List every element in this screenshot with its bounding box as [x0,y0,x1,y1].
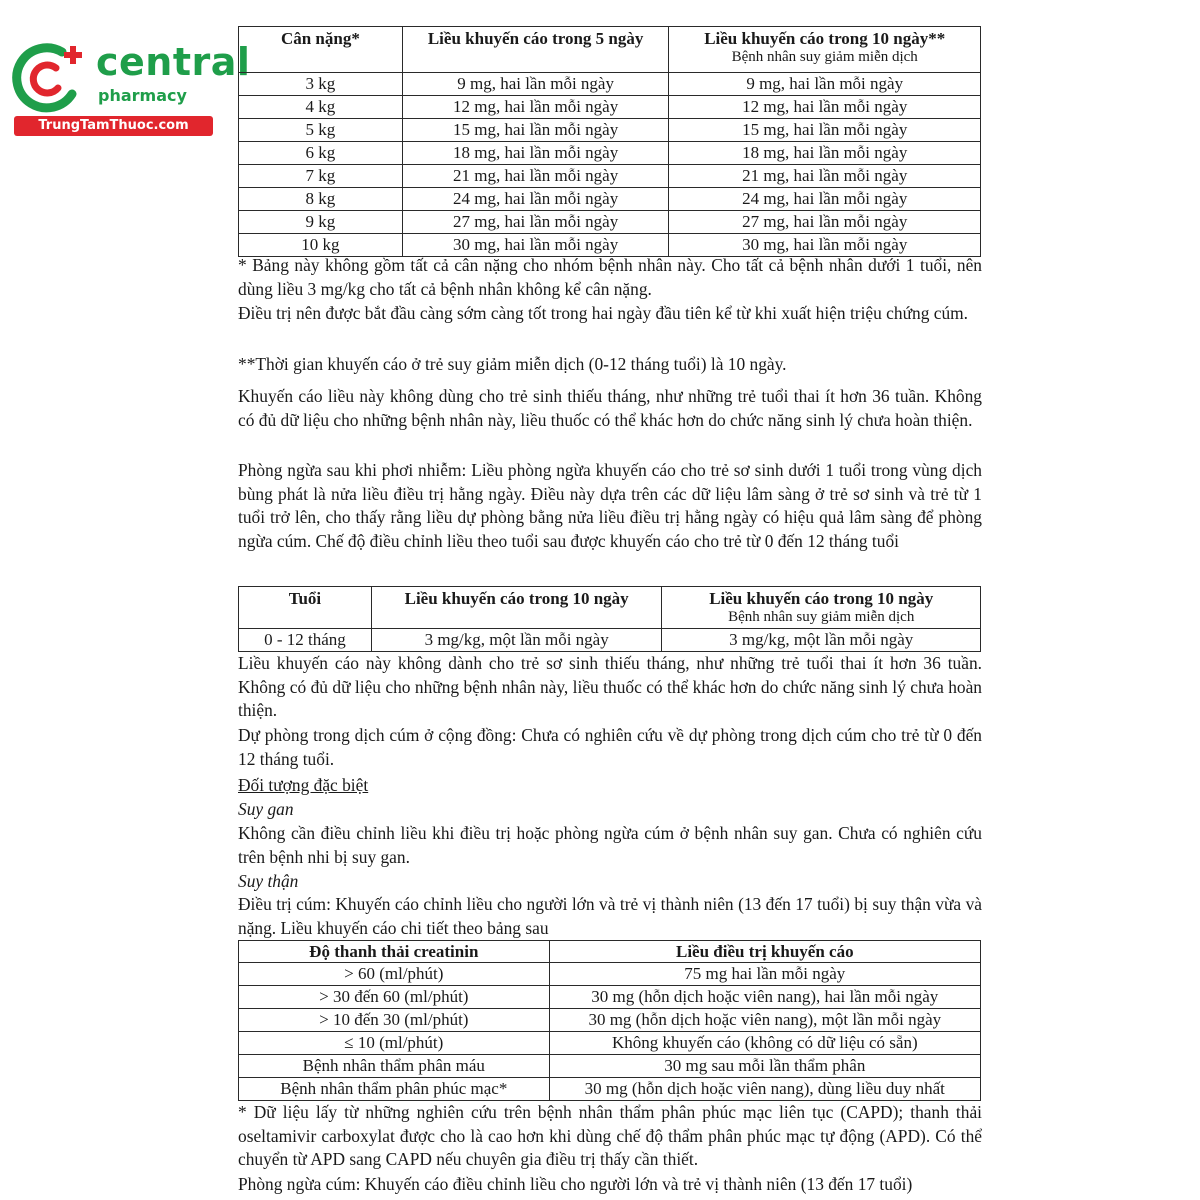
cell-dose-10-days: 30 mg, hai lần mỗi ngày [669,234,981,257]
table-row [239,1055,981,1078]
header-recommended-dose: Liều điều trị khuyến cáo [549,941,980,963]
cell-dose-5-days: 18 mg, hai lần mỗi ngày [402,142,669,165]
cell-clearance: > 10 đến 30 (ml/phút) [239,1009,550,1032]
cell-clearance: Bệnh nhân thẩm phân máu [239,1055,550,1078]
cell-clearance: > 30 đến 60 (ml/phút) [239,986,550,1009]
pharmacy-logo[interactable] [10,38,251,138]
weight-footnote: * Bảng này không gồm tất cả cân nặng cho nhóm bệnh nhân này. Cho tất cả bệnh nhân dưới 1 tuổi, nên dùng liều 3 mg/kg cho tất cả bệnh nhân không kể cân nặng. [238,255,982,299]
header-dose-10-days [669,27,981,73]
header-dose-10-days-label: Liều khuyến cáo trong 10 ngày** [704,29,946,48]
kidney-impairment-heading: Suy thận [238,871,299,891]
cell-weight: 9 kg [239,211,403,234]
renal-dose-table [238,940,981,1101]
cell-dose-10-days: 24 mg, hai lần mỗi ngày [669,188,981,211]
immunocompromised-duration-note: **Thời gian khuyến cáo ở trẻ suy giảm miễn dịch (0-12 tháng tuổi) là 10 ngày. [238,354,787,374]
cell-dose: 3 mg/kg, một lần mỗi ngày [371,629,662,652]
capd-footnote: * Dữ liệu lấy từ những nghiên cứu trên bệnh nhân thẩm phân phúc mạc liên tục (CAPD); thanh thải oseltamivir carboxylat được cho là cao hơn khi dùng chế độ thẩm phân phúc mạc tự động (APD). Có thể chuyển từ APD sang CAPD nếu chuyên gia điều trị thấy cần thiết. [238,1102,982,1170]
kidney-prophylaxis-text: Phòng ngừa cúm: Khuyến cáo điều chỉnh liều cho người lớn và trẻ vị thành niên (13 đến 17 tuổi) [238,1174,913,1194]
header-immunocompromised: Bệnh nhân suy giảm miễn dịch [731,49,918,65]
cell-dose-5-days: 9 mg, hai lần mỗi ngày [402,73,669,96]
cell-dose-10-days: 21 mg, hai lần mỗi ngày [669,165,981,188]
central-logo-icon [10,38,90,118]
cell-dose-5-days: 15 mg, hai lần mỗi ngày [402,119,669,142]
logo-site-text: TrungTamThuoc.com [14,116,213,136]
cell-weight: 8 kg [239,188,403,211]
cell-weight: 10 kg [239,234,403,257]
cell-recommended-dose: 30 mg (hỗn dịch hoặc viên nang), hai lần mỗi ngày [549,986,980,1009]
header-dose-5-days: Liều khuyến cáo trong 5 ngày [402,27,669,73]
cell-recommended-dose: 30 mg (hỗn dịch hoặc viên nang), một lần mỗi ngày [549,1009,980,1032]
header-age: Tuổi [239,587,372,629]
treatment-start-note: Điều trị nên được bắt đầu càng sớm càng tốt trong hai ngày đầu tiên kể từ khi xuất hiện triệu chứng cúm. [238,303,969,323]
cell-clearance: Bệnh nhân thẩm phân phúc mạc* [239,1078,550,1101]
table-row [239,1032,981,1055]
cell-clearance: > 60 (ml/phút) [239,963,550,986]
header-dose-10-days-label: Liều khuyến cáo trong 10 ngày [709,589,934,608]
cell-weight: 4 kg [239,96,403,119]
kidney-treatment-text: Điều trị cúm: Khuyến cáo chỉnh liều cho người lớn và trẻ vị thành niên (13 đến 17 tuổi) bị suy thận vừa và nặng. Liều khuyến cáo chi tiết theo bảng sau [238,894,982,938]
table-row [239,188,981,211]
cell-weight: 3 kg [239,73,403,96]
table-header-row [239,941,981,963]
table-row [239,1078,981,1101]
cell-recommended-dose: 75 mg hai lần mỗi ngày [549,963,980,986]
cell-age: 0 - 12 tháng [239,629,372,652]
logo-brand-text: central [96,40,251,84]
premature-warning: Khuyến cáo liều này không dùng cho trẻ sinh thiếu tháng, như những trẻ tuổi thai ít hơn 36 tuần. Không có đủ dữ liệu cho những bệnh nhân này, liều thuốc có thể khác hơn do chức năng sinh lý chưa hoàn thiện. [238,386,982,430]
cell-dose-immuno: 3 mg/kg, một lần mỗi ngày [662,629,981,652]
cell-weight: 5 kg [239,119,403,142]
liver-impairment-heading: Suy gan [238,799,294,819]
header-weight: Cân nặng* [239,27,403,73]
table-row [239,1009,981,1032]
premature-warning-2: Liều khuyến cáo này không dành cho trẻ sơ sinh thiếu tháng, như những trẻ tuổi thai ít hơn 36 tuần. Không có đủ dữ liệu cho những bệnh nhân này, liều thuốc có thể khác hơn do chức năng sinh lý chưa hoàn thiện. [238,653,982,721]
cell-dose-10-days: 9 mg, hai lần mỗi ngày [669,73,981,96]
table-row [239,142,981,165]
cell-recommended-dose: Không khuyến cáo (không có dữ liệu có sẵn) [549,1032,980,1055]
cell-dose-10-days: 15 mg, hai lần mỗi ngày [669,119,981,142]
cell-dose-5-days: 27 mg, hai lần mỗi ngày [402,211,669,234]
table-row [239,165,981,188]
cell-dose-10-days: 27 mg, hai lần mỗi ngày [669,211,981,234]
logo-sub-text: pharmacy [98,86,187,105]
cell-dose-10-days: 12 mg, hai lần mỗi ngày [669,96,981,119]
header-dose-10-days: Liều khuyến cáo trong 10 ngày [371,587,662,629]
header-creatinine-clearance: Độ thanh thải creatinin [239,941,550,963]
cell-dose-5-days: 12 mg, hai lần mỗi ngày [402,96,669,119]
table-row [239,629,981,652]
cell-weight: 7 kg [239,165,403,188]
liver-impairment-text: Không cần điều chỉnh liều khi điều trị hoặc phòng ngừa cúm ở bệnh nhân suy gan. Chưa có nghiên cứu trên bệnh nhi bị suy gan. [238,823,982,867]
table-row [239,73,981,96]
cell-dose-5-days: 21 mg, hai lần mỗi ngày [402,165,669,188]
age-dose-table [238,586,981,652]
header-immunocompromised: Bệnh nhân suy giảm miễn dịch [728,609,915,625]
community-prophylaxis: Dự phòng trong dịch cúm ở cộng đồng: Chưa có nghiên cứu về dự phòng trong dịch cúm cho trẻ từ 0 đến 12 tháng tuổi. [238,725,982,769]
cell-weight: 6 kg [239,142,403,165]
table-header-row [239,587,981,629]
cell-dose-5-days: 24 mg, hai lần mỗi ngày [402,188,669,211]
cell-dose-10-days: 18 mg, hai lần mỗi ngày [669,142,981,165]
table-row [239,963,981,986]
cell-clearance: ≤ 10 (ml/phút) [239,1032,550,1055]
special-populations-heading: Đối tượng đặc biệt [238,775,369,795]
table-row [239,119,981,142]
table-row [239,211,981,234]
cell-recommended-dose: 30 mg sau mỗi lần thẩm phân [549,1055,980,1078]
weight-dose-table [238,26,981,257]
cell-recommended-dose: 30 mg (hỗn dịch hoặc viên nang), dùng liều duy nhất [549,1078,980,1101]
post-exposure-prophylaxis: Phòng ngừa sau khi phơi nhiễm: Liều phòng ngừa khuyến cáo cho trẻ sơ sinh dưới 1 tuổi trong vùng dịch bùng phát là nửa liều điều trị hằng ngày. Điều này dựa trên các dữ liệu lâm sàng ở trẻ sơ sinh và trẻ từ 1 tuổi trở lên, cho thấy rằng liều dự phòng bằng nửa liều điều trị hằng ngày có hiệu quả lâm sàng để phòng ngừa cúm. Chế độ điều chỉnh liều theo tuổi sau được khuyến cáo cho trẻ từ 0 đến 12 tháng tuổi [238,460,982,551]
cell-dose-5-days: 30 mg, hai lần mỗi ngày [402,234,669,257]
table-row [239,986,981,1009]
table-header-row [239,27,981,73]
header-dose-10-days-immuno [662,587,981,629]
table-row [239,96,981,119]
